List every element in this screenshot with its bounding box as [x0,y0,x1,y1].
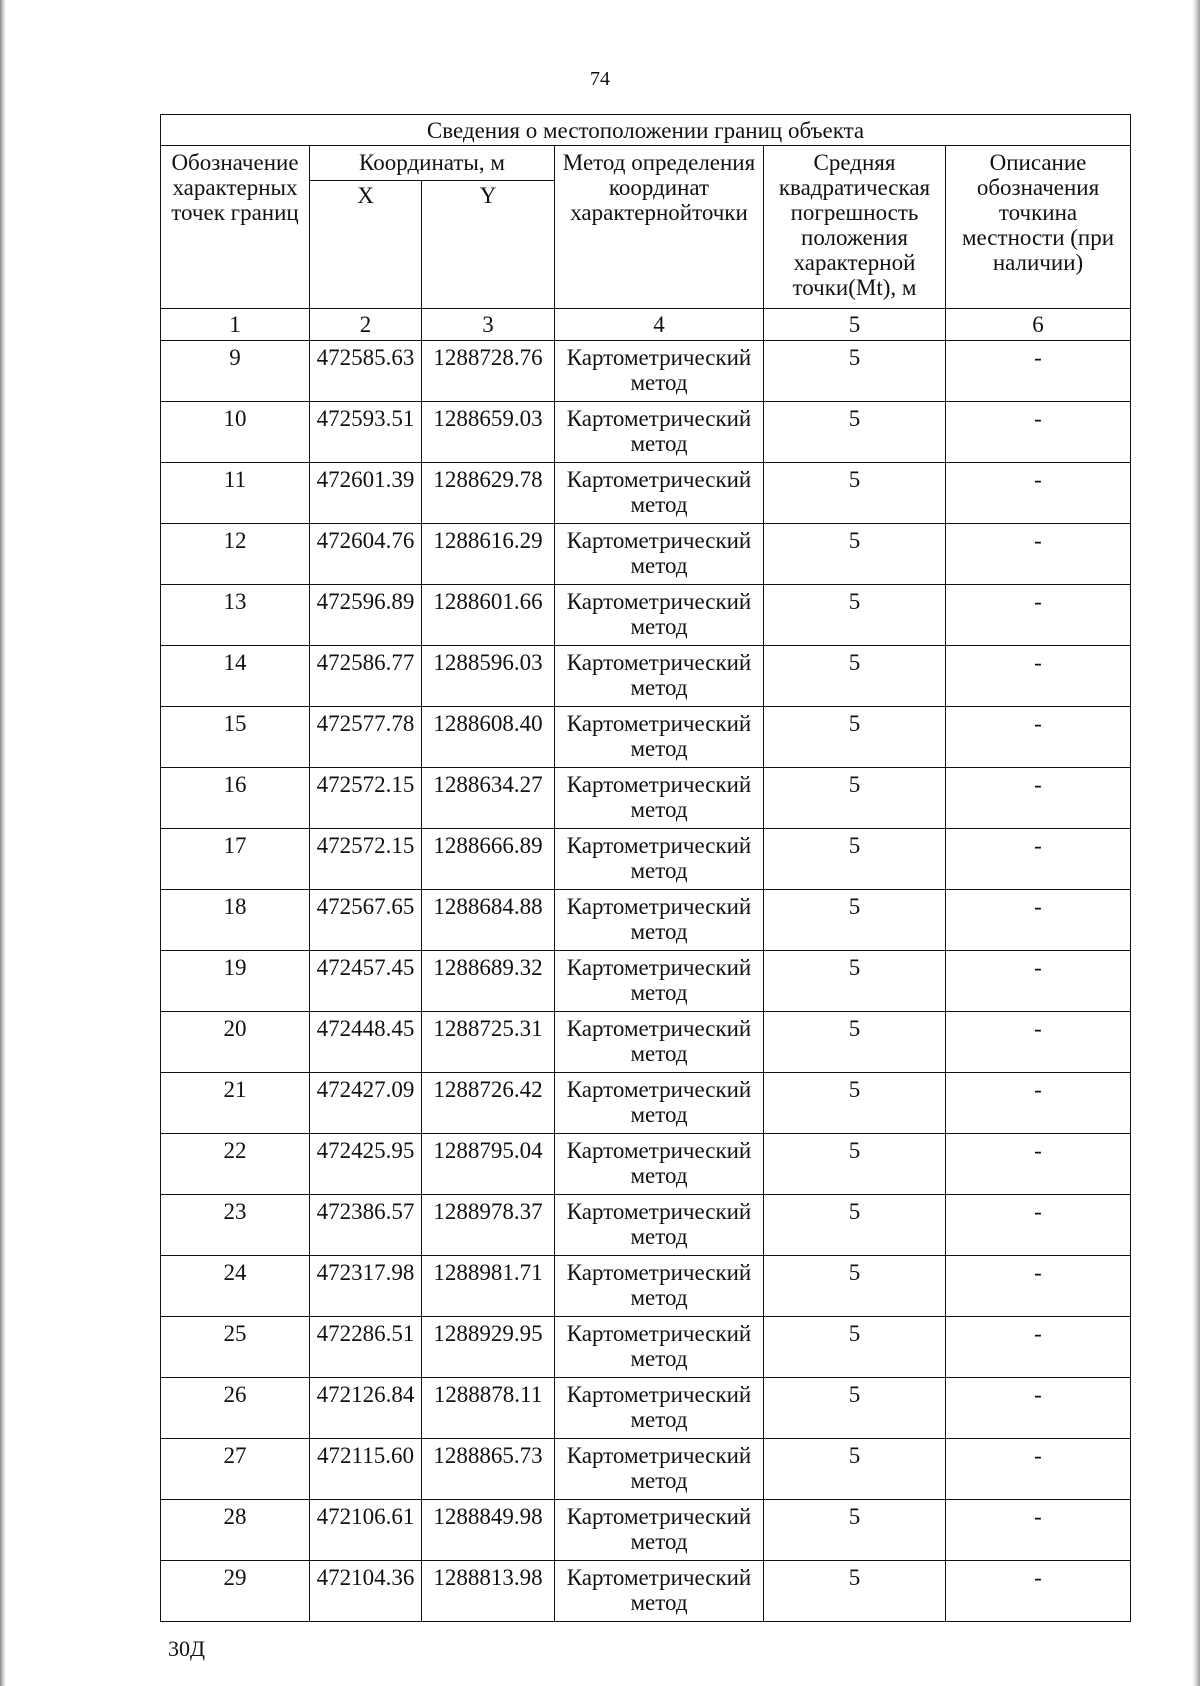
cell-y: 1288659.03 [422,402,555,463]
boundary-table [160,114,1131,1622]
cell-error: 5 [764,1378,946,1439]
cell-point: 12 [161,524,310,585]
cell-x: 472115.60 [310,1439,422,1500]
table-row [161,1073,1131,1134]
cell-point: 26 [161,1378,310,1439]
scan-edge-right [1192,0,1200,1686]
column-number: 2 [310,309,422,341]
header-mean-error: Средняя квадратическая погрешность положения характерной точки(Mt), м [764,146,946,309]
cell-point: 25 [161,1317,310,1378]
cell-error: 5 [764,707,946,768]
cell-description: - [946,1073,1131,1134]
cell-y: 1288601.66 [422,585,555,646]
cell-x: 472593.51 [310,402,422,463]
cell-y: 1288608.40 [422,707,555,768]
cell-y: 1288726.42 [422,1073,555,1134]
table-row [161,463,1131,524]
cell-x: 472448.45 [310,1012,422,1073]
header-y: Y [422,181,555,309]
table-row [161,890,1131,951]
cell-point: 21 [161,1073,310,1134]
cell-error: 5 [764,341,946,402]
cell-point: 14 [161,646,310,707]
cell-x: 472577.78 [310,707,422,768]
header-point-designation: Обозначение характерных точек границ [161,146,310,309]
cell-description: - [946,341,1131,402]
table-title: Сведения о местоположении границ объекта [161,115,1131,146]
cell-method: Картометрический метод [555,707,764,768]
cell-x: 472386.57 [310,1195,422,1256]
cell-description: - [946,1500,1131,1561]
cell-error: 5 [764,585,946,646]
cell-x: 472104.36 [310,1561,422,1622]
table-row [161,829,1131,890]
table-body [161,341,1131,1622]
cell-method: Картометрический метод [555,1317,764,1378]
table-row [161,951,1131,1012]
cell-point: 16 [161,768,310,829]
cell-x: 472457.45 [310,951,422,1012]
cell-method: Картометрический метод [555,1439,764,1500]
cell-x: 472126.84 [310,1378,422,1439]
cell-y: 1288684.88 [422,890,555,951]
cell-error: 5 [764,1317,946,1378]
cell-error: 5 [764,463,946,524]
cell-method: Картометрический метод [555,768,764,829]
cell-y: 1288616.29 [422,524,555,585]
cell-description: - [946,1012,1131,1073]
cell-method: Картометрический метод [555,646,764,707]
cell-description: - [946,768,1131,829]
cell-point: 17 [161,829,310,890]
table-row [161,1256,1131,1317]
cell-description: - [946,1317,1131,1378]
cell-y: 1288629.78 [422,463,555,524]
cell-point: 10 [161,402,310,463]
cell-point: 24 [161,1256,310,1317]
cell-method: Картометрический метод [555,1500,764,1561]
table-row [161,524,1131,585]
cell-description: - [946,585,1131,646]
cell-x: 472106.61 [310,1500,422,1561]
header-coordinates: Координаты, м [310,146,555,181]
cell-point: 27 [161,1439,310,1500]
scan-edge-left [0,0,6,1686]
cell-description: - [946,1561,1131,1622]
cell-description: - [946,829,1131,890]
column-number: 3 [422,309,555,341]
cell-y: 1288865.73 [422,1439,555,1500]
cell-description: - [946,646,1131,707]
cell-description: - [946,707,1131,768]
cell-y: 1288728.76 [422,341,555,402]
cell-x: 472427.09 [310,1073,422,1134]
cell-x: 472425.95 [310,1134,422,1195]
page-number: 74 [590,68,610,90]
cell-method: Картометрический метод [555,585,764,646]
cell-point: 29 [161,1561,310,1622]
header-description: Описание обозначения точкина местности (при наличии) [946,146,1131,309]
cell-method: Картометрический метод [555,1195,764,1256]
cell-y: 1288929.95 [422,1317,555,1378]
cell-description: - [946,1256,1131,1317]
column-number: 5 [764,309,946,341]
column-number: 4 [555,309,764,341]
cell-description: - [946,1439,1131,1500]
footer-code: 30Д [168,1636,206,1661]
column-numbers-row [161,309,1131,341]
table-row [161,707,1131,768]
cell-x: 472572.15 [310,829,422,890]
header-x: X [310,181,422,309]
cell-description: - [946,1195,1131,1256]
cell-point: 18 [161,890,310,951]
cell-error: 5 [764,890,946,951]
cell-x: 472586.77 [310,646,422,707]
cell-point: 28 [161,1500,310,1561]
cell-error: 5 [764,1195,946,1256]
cell-y: 1288634.27 [422,768,555,829]
cell-y: 1288596.03 [422,646,555,707]
table-row [161,585,1131,646]
cell-x: 472585.63 [310,341,422,402]
cell-method: Картометрический метод [555,951,764,1012]
cell-point: 20 [161,1012,310,1073]
cell-description: - [946,1378,1131,1439]
cell-error: 5 [764,524,946,585]
table-row [161,1561,1131,1622]
header-method: Метод определения координат характернойточки [555,146,764,309]
table-row [161,402,1131,463]
cell-method: Картометрический метод [555,402,764,463]
cell-method: Картометрический метод [555,1012,764,1073]
cell-method: Картометрический метод [555,890,764,951]
table-row [161,1500,1131,1561]
cell-method: Картометрический метод [555,524,764,585]
cell-y: 1288795.04 [422,1134,555,1195]
cell-error: 5 [764,1073,946,1134]
cell-description: - [946,463,1131,524]
cell-y: 1288849.98 [422,1500,555,1561]
cell-method: Картометрический метод [555,829,764,890]
cell-error: 5 [764,768,946,829]
cell-point: 13 [161,585,310,646]
cell-y: 1288981.71 [422,1256,555,1317]
cell-error: 5 [764,829,946,890]
cell-method: Картометрический метод [555,341,764,402]
table-row [161,1317,1131,1378]
cell-y: 1288666.89 [422,829,555,890]
cell-error: 5 [764,1561,946,1622]
cell-error: 5 [764,1012,946,1073]
cell-x: 472596.89 [310,585,422,646]
cell-x: 472567.65 [310,890,422,951]
cell-error: 5 [764,951,946,1012]
cell-description: - [946,951,1131,1012]
table-row [161,1195,1131,1256]
column-number: 1 [161,309,310,341]
cell-y: 1288878.11 [422,1378,555,1439]
cell-point: 19 [161,951,310,1012]
cell-x: 472286.51 [310,1317,422,1378]
cell-error: 5 [764,1256,946,1317]
cell-description: - [946,890,1131,951]
cell-y: 1288689.32 [422,951,555,1012]
cell-method: Картометрический метод [555,1256,764,1317]
cell-y: 1288813.98 [422,1561,555,1622]
cell-error: 5 [764,402,946,463]
cell-description: - [946,524,1131,585]
cell-x: 472317.98 [310,1256,422,1317]
table-row [161,1012,1131,1073]
table-row [161,341,1131,402]
cell-method: Картометрический метод [555,1561,764,1622]
table-row [161,1134,1131,1195]
cell-description: - [946,1134,1131,1195]
cell-error: 5 [764,1439,946,1500]
cell-method: Картометрический метод [555,463,764,524]
cell-point: 23 [161,1195,310,1256]
cell-y: 1288725.31 [422,1012,555,1073]
table-row [161,1378,1131,1439]
cell-error: 5 [764,1500,946,1561]
table-row [161,1439,1131,1500]
cell-x: 472601.39 [310,463,422,524]
cell-point: 15 [161,707,310,768]
cell-point: 9 [161,341,310,402]
cell-method: Картометрический метод [555,1134,764,1195]
cell-method: Картометрический метод [555,1073,764,1134]
cell-x: 472572.15 [310,768,422,829]
cell-method: Картометрический метод [555,1378,764,1439]
cell-description: - [946,402,1131,463]
table-row [161,646,1131,707]
cell-point: 22 [161,1134,310,1195]
table-row [161,768,1131,829]
cell-error: 5 [764,646,946,707]
column-number: 6 [946,309,1131,341]
cell-y: 1288978.37 [422,1195,555,1256]
cell-error: 5 [764,1134,946,1195]
cell-point: 11 [161,463,310,524]
cell-x: 472604.76 [310,524,422,585]
